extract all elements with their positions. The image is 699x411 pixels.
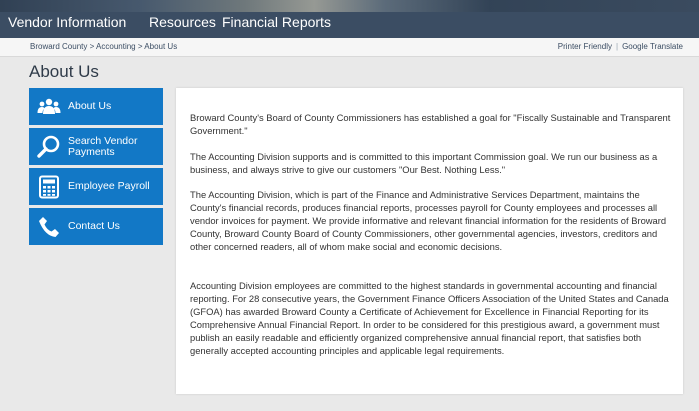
sidebar-item-employee-payroll[interactable] bbox=[29, 168, 163, 205]
sidebar bbox=[29, 88, 163, 248]
paragraph-goal: Broward County's Board of County Commissioners has established a goal for "Fiscally Sustainable and Transparent Government." bbox=[190, 112, 671, 136]
sidebar-item-search-vendor-payments[interactable] bbox=[29, 128, 163, 165]
paragraph-division: The Accounting Division, which is part of the Finance and Administrative Services Department, maintains the County's financial records, produces financial reports, processes payroll for County employees and processes all vendor invoices for payment. We provide informative and relevant financial information for the residents of Broward County, Broward County Board of County Commissioners, other governmental agencies, investors, creditors and other concerned readers, all of whom make social and economic decisions. bbox=[190, 189, 667, 252]
paragraph-support: The Accounting Division supports and is committed to this important Commission goal. We run our business as a business, and always strive to give our customers "Our Best. Nothing Less." bbox=[190, 151, 658, 175]
printer-friendly-link[interactable]: Printer Friendly bbox=[557, 42, 612, 51]
breadcrumb-bar bbox=[0, 38, 699, 57]
sidebar-item-label-line-1: Search Vendor bbox=[68, 135, 138, 147]
utility-links bbox=[558, 42, 683, 51]
google-translate-link[interactable]: Google Translate bbox=[622, 42, 683, 51]
nav-vendor-information[interactable]: Vendor Information bbox=[8, 14, 127, 30]
top-navigation bbox=[0, 0, 699, 38]
breadcrumb[interactable]: Broward County > Accounting > About Us bbox=[30, 42, 178, 51]
sidebar-item-label bbox=[68, 136, 137, 158]
sidebar-item-label: About Us bbox=[68, 100, 112, 112]
page-title: About Us bbox=[29, 62, 99, 81]
banner-image bbox=[0, 0, 699, 12]
sidebar-item-label: Contact Us bbox=[68, 220, 120, 232]
sidebar-item-label-line-2: Payments bbox=[68, 146, 115, 158]
divider: | bbox=[615, 42, 619, 51]
people-icon bbox=[37, 95, 61, 119]
phone-icon bbox=[37, 215, 61, 239]
sidebar-item-contact-us[interactable] bbox=[29, 208, 163, 245]
content-panel bbox=[176, 88, 683, 394]
nav-resources[interactable]: Resources bbox=[149, 14, 216, 30]
calculator-icon bbox=[37, 175, 61, 199]
search-icon bbox=[37, 135, 61, 159]
sidebar-item-about-us[interactable] bbox=[29, 88, 163, 125]
nav-financial-reports[interactable]: Financial Reports bbox=[222, 14, 331, 30]
sidebar-item-label: Employee Payroll bbox=[68, 180, 150, 192]
paragraph-standards: Accounting Division employees are committed to the highest standards in governmental accounting and financial reporting. For 28 consecutive years, the Government Finance Officers Association of the United States and Canada (GFOA) has awarded Broward County a Certificate of Achievement for Excellence in Financial Reporting for its Comprehensive Annual Financial Report. In order to be considered for this prestigious award, a government must publish an easily readable and efficiently organized comprehensive annual financial report, that satisfies both generally accepted accounting principles and applicable legal requirements. bbox=[190, 280, 669, 356]
